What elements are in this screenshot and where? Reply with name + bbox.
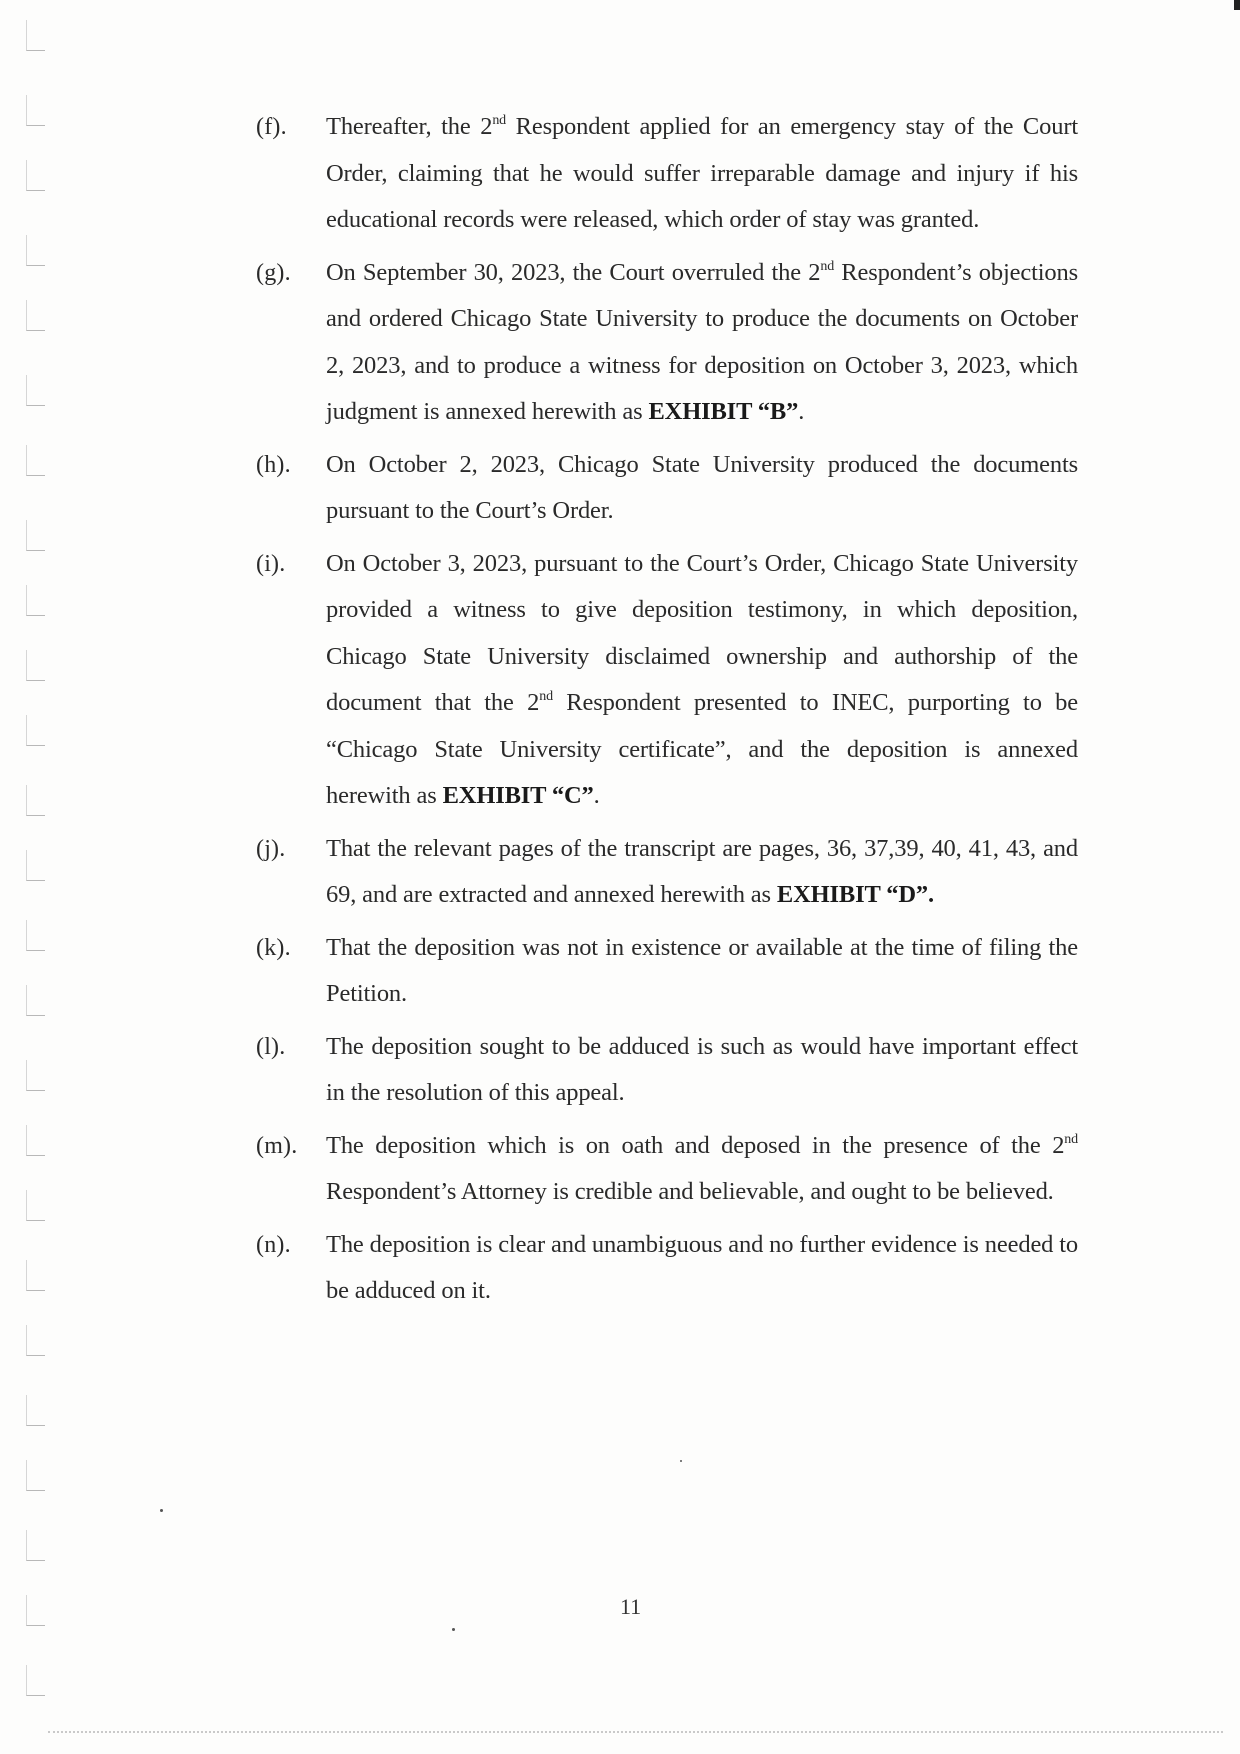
paragraph-label: (n).: [256, 1231, 291, 1258]
paragraph-text: [326, 1222, 1078, 1315]
scan-speck: [680, 1460, 682, 1462]
text-run: Respondent presented to INEC, purporting to be “Chicago State University certificate”, and the deposition is annexed herewith as: [326, 689, 1078, 809]
paragraph-item: [256, 1222, 1078, 1315]
exhibit-reference: EXHIBIT “C”: [442, 782, 594, 809]
binder-mark: [26, 920, 45, 951]
binder-mark: [26, 785, 45, 816]
binder-mark: [26, 585, 45, 616]
binder-mark: [26, 235, 45, 266]
paragraph-item: [256, 925, 1078, 1018]
ordinal-superscript: nd: [1064, 1131, 1078, 1147]
binder-mark: [26, 300, 45, 331]
paragraph-item: [256, 250, 1078, 436]
text-run: On October 2, 2023, Chicago State University produced the documents pursuant to the Court’s Order.: [326, 450, 1078, 524]
binder-mark: [26, 985, 45, 1016]
paragraph-item: [256, 1024, 1078, 1117]
binder-mark: [26, 520, 45, 551]
paragraph-label: (j).: [256, 835, 286, 862]
paragraph-label: (i).: [256, 550, 286, 577]
paragraph-item: [256, 541, 1078, 820]
page-number: 11: [620, 1594, 642, 1619]
binder-mark: [26, 95, 45, 126]
paragraph-label: (h).: [256, 451, 291, 478]
paragraph-label: (f).: [256, 114, 287, 140]
binder-mark: [26, 715, 45, 746]
scan-speck: [452, 1628, 455, 1631]
scan-corner-mark: [1234, 0, 1240, 10]
paragraph-text: [326, 541, 1078, 820]
paragraph-item: [256, 826, 1078, 919]
binder-mark: [26, 1395, 45, 1426]
ordinal-superscript: nd: [539, 689, 553, 704]
text-run: The deposition is clear and unambiguous and no further evidence is needed to be adduced on it.: [326, 1230, 1078, 1304]
binder-mark: [26, 375, 45, 406]
binder-mark: [26, 1665, 45, 1696]
text-run: .: [593, 782, 600, 809]
text-run: The deposition sought to be adduced is such as would have important effect in the resolution of this appeal.: [326, 1032, 1078, 1106]
text-run: Respondent applied for an emergency stay of the Court Order, claiming that he would suffer irreparable damage and injury if his educational records were released, which order of stay was granted.: [326, 113, 1078, 233]
binder-mark: [26, 650, 45, 681]
paragraph-item: [256, 442, 1078, 535]
text-run: On October 3, 2023, pursuant to the Court’s Order, Chicago State University provided a witness to give deposition testimony, in which deposition, Chicago State University disclaimed ownership and authorship of the document that the 2: [326, 549, 1078, 716]
exhibit-reference: EXHIBIT “D”.: [776, 881, 934, 908]
text-run: On September 30, 2023, the Court overruled the 2: [326, 258, 821, 286]
paragraph-text: [326, 104, 1078, 244]
scan-speck: [160, 1509, 163, 1512]
binder-mark: [26, 1530, 45, 1561]
paragraph-text: [326, 1024, 1078, 1117]
paragraph-text: [326, 250, 1078, 436]
text-run: .: [798, 398, 805, 425]
paragraph-text: [326, 826, 1078, 919]
paragraph-label: (l).: [256, 1033, 286, 1060]
numbered-paragraph-list: [256, 104, 1078, 1321]
binder-mark: [26, 1460, 45, 1491]
binder-mark: [26, 1595, 45, 1626]
binder-mark: [26, 850, 45, 881]
paragraph-text: [326, 442, 1078, 535]
paragraph-item: [256, 1123, 1078, 1216]
paragraph-label: (k).: [256, 934, 291, 961]
text-run: Respondent’s objections and ordered Chicago State University to produce the documents on October 2, 2023, and to produce a witness for deposition on October 3, 2023, which judgment is annexed herewith as: [326, 258, 1078, 425]
exhibit-reference: EXHIBIT “B”: [648, 398, 799, 425]
footer-scan-line: [48, 1731, 1223, 1733]
text-run: Respondent’s Attorney is credible and believable, and ought to be believed.: [326, 1178, 1054, 1205]
text-run: Thereafter, the 2: [326, 113, 493, 140]
paragraph-item: [256, 104, 1078, 244]
paragraph-label: (g).: [256, 259, 291, 286]
binder-mark: [26, 1125, 45, 1156]
paragraph-text: [326, 1123, 1078, 1216]
text-run: The deposition which is on oath and deposed in the presence of the 2: [326, 1131, 1065, 1159]
binder-mark: [26, 20, 45, 51]
paragraph-text: [326, 925, 1078, 1018]
binder-mark: [26, 1060, 45, 1091]
text-run: That the deposition was not in existence or available at the time of filing the Petition.: [326, 933, 1078, 1007]
ordinal-superscript: nd: [492, 113, 507, 128]
binder-mark: [26, 445, 45, 476]
binder-mark: [26, 160, 45, 191]
paragraph-label: (m).: [256, 1132, 298, 1159]
binder-mark: [26, 1325, 45, 1356]
ordinal-superscript: nd: [820, 258, 835, 274]
binder-mark: [26, 1190, 45, 1221]
binder-mark: [26, 1260, 45, 1291]
text-run: That the relevant pages of the transcript are pages, 36, 37,39, 40, 41, 43, and 69, and are extracted and annexed herewith as: [326, 834, 1078, 908]
binder-hole-marks: [0, 0, 60, 1754]
